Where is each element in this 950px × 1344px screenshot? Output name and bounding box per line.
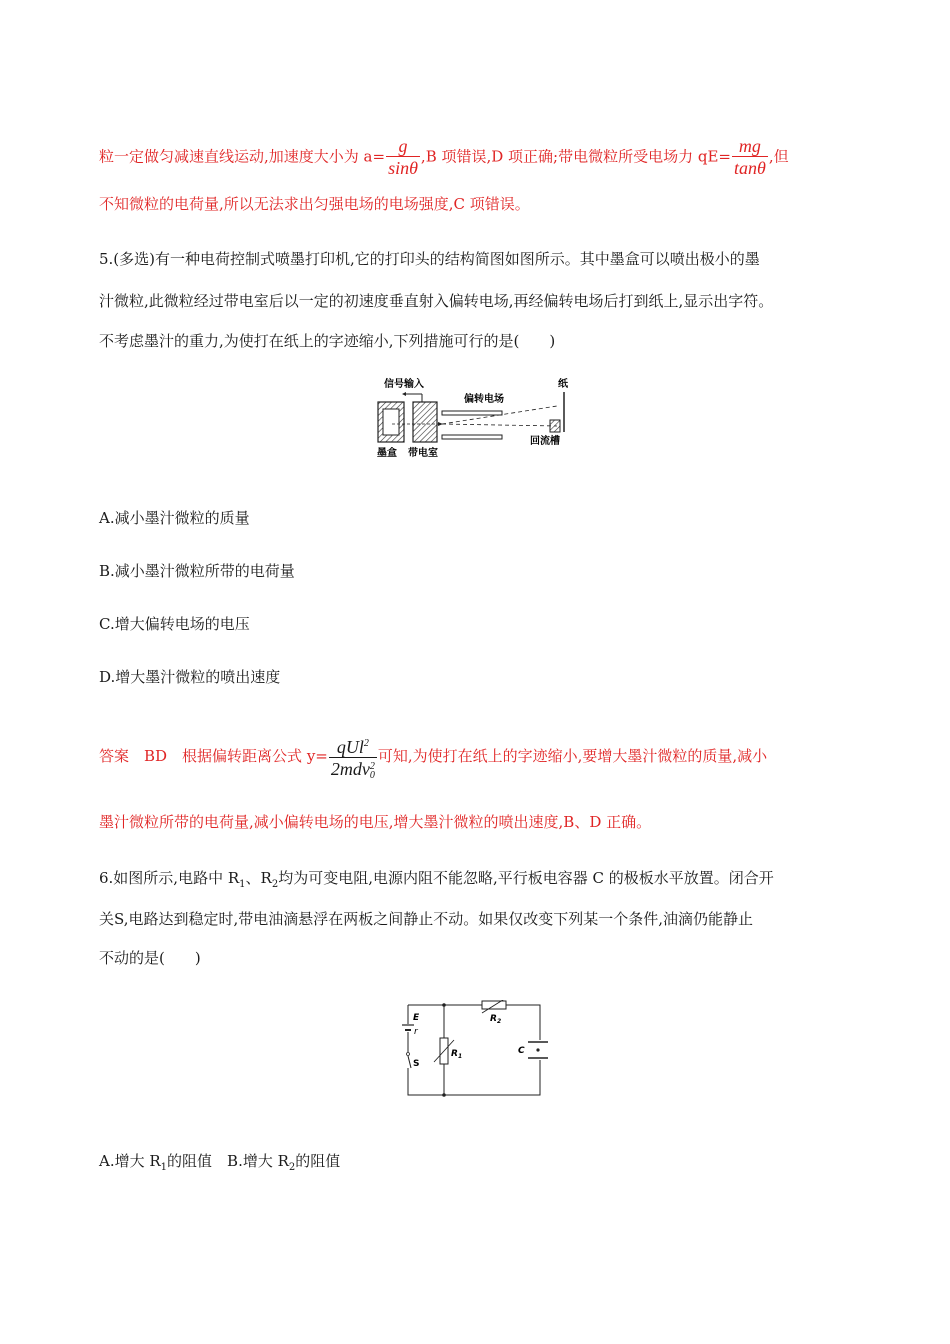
option-d: D.增大墨汁微粒的喷出速度 — [99, 668, 281, 686]
denominator-text: 2mdv — [330, 759, 370, 779]
ink-box-inner — [383, 409, 399, 435]
numerator-text: qUl — [336, 737, 364, 757]
upper-plate — [442, 411, 502, 415]
charge-chamber — [413, 402, 437, 442]
text-segment: ,但 — [768, 147, 789, 166]
text-segment: A.增大 R — [99, 1152, 161, 1170]
label-deflection-field: 偏转电场 — [464, 394, 504, 405]
gutter — [550, 420, 560, 432]
switch-contact — [407, 1053, 410, 1056]
subscript: 2 — [271, 879, 279, 890]
oil-drop — [536, 1048, 539, 1051]
subscript: 1 — [239, 879, 246, 890]
answer-5-line-2: 墨汁微粒所带的电荷量,减小偏转电场的电压,增大墨汁微粒的喷出速度,B、D 正确。 — [99, 813, 652, 831]
option-b: B.减小墨汁微粒所带的电荷量 — [99, 562, 295, 580]
exponent: 2 — [369, 760, 375, 772]
question-6-line-2: 关S,电路达到稳定时,带电油滴悬浮在两板之间静止不动。如果仅改变下列某一个条件,油滴仍能静止 — [99, 910, 754, 928]
text-segment: 可知,为使打在纸上的字迹缩小,要增大墨汁微粒的质量,减小 — [377, 747, 768, 765]
circuit-diagram — [398, 1000, 548, 1102]
option-a: A.减小墨汁微粒的质量 — [99, 509, 250, 527]
answer-5-line-1 — [99, 734, 767, 780]
question-5-line-2: 汁微粒,此微粒经过带电室后以一定的初速度垂直射入偏转电场,再经偏转电场后打到纸上,显示出字符。 — [99, 292, 774, 310]
numerator — [329, 734, 377, 758]
label-R2-letter: R — [490, 1014, 497, 1024]
question-6-line-3: 不动的是( ) — [99, 949, 201, 967]
subscript: 2 — [288, 1162, 296, 1173]
text-segment: 、R — [245, 869, 272, 887]
label-R2 — [490, 1014, 501, 1025]
label-gutter: 回流槽 — [530, 436, 560, 447]
answer-continuation-line-2: 不知微粒的电荷量,所以无法求出匀强电场的电场强度,C 项错误。 — [99, 195, 530, 213]
label-E: E — [413, 1013, 420, 1023]
label-R2-sub: 2 — [496, 1018, 502, 1025]
inkjet-printer-diagram — [372, 376, 578, 460]
label-R1 — [451, 1049, 462, 1060]
formula-g-over-sin — [386, 136, 420, 179]
formula-mg-over-tan — [732, 136, 768, 179]
label-R1-letter: R — [451, 1049, 458, 1059]
subscript: 1 — [160, 1162, 168, 1173]
denominator — [329, 758, 377, 780]
text-segment: ,B 项错误,D 项正确;带电微粒所受电场力 qE= — [420, 147, 731, 166]
straight-path — [442, 424, 557, 426]
exponent: 2 — [363, 738, 369, 749]
label-paper: 纸 — [558, 379, 568, 390]
node — [442, 1093, 446, 1097]
label-S: S — [413, 1059, 420, 1069]
node — [442, 1003, 446, 1007]
text-segment: 的阻值 B.增大 R — [167, 1152, 289, 1170]
subscript: 0 — [369, 769, 375, 781]
denominator: sinθ — [388, 158, 418, 178]
numerator: g — [386, 136, 420, 157]
label-charge-chamber: 带电室 — [408, 448, 438, 459]
numerator: mg — [732, 136, 768, 157]
lower-plate — [442, 435, 502, 439]
answer-continuation-line-1 — [99, 136, 789, 179]
text-segment: 的阻值 — [295, 1152, 341, 1170]
label-R1-sub: 1 — [457, 1053, 463, 1060]
arrow-head — [402, 392, 406, 396]
formula-deflection — [329, 734, 377, 780]
text-segment: 均为可变电阻,电源内阻不能忽略,平行板电容器 C 的极板水平放置。闭合开 — [278, 869, 774, 887]
text-segment: 粒一定做匀减速直线运动,加速度大小为 a= — [99, 147, 386, 166]
label-ink-box: 墨盒 — [377, 448, 397, 459]
question-5-line-1: 5.(多选)有一种电荷控制式喷墨打印机,它的打印头的结构简图如图所示。其中墨盒可以喷出极小的墨 — [99, 250, 760, 268]
sup-sub — [370, 762, 375, 780]
label-signal-input: 信号输入 — [384, 379, 424, 390]
text-segment: 6.如图所示,电路中 R — [99, 869, 240, 887]
label-r: r — [414, 1027, 418, 1037]
question-6-line-1 — [99, 868, 774, 895]
option-c: C.增大偏转电场的电压 — [99, 615, 250, 633]
label-C: C — [518, 1046, 525, 1056]
question-5-line-3: 不考虑墨汁的重力,为使打在纸上的字迹缩小,下列措施可行的是( ) — [99, 332, 556, 350]
denominator: tanθ — [734, 158, 766, 178]
question-6-options — [99, 1151, 340, 1178]
text-segment: 答案 BD 根据偏转距离公式 y= — [99, 747, 328, 765]
